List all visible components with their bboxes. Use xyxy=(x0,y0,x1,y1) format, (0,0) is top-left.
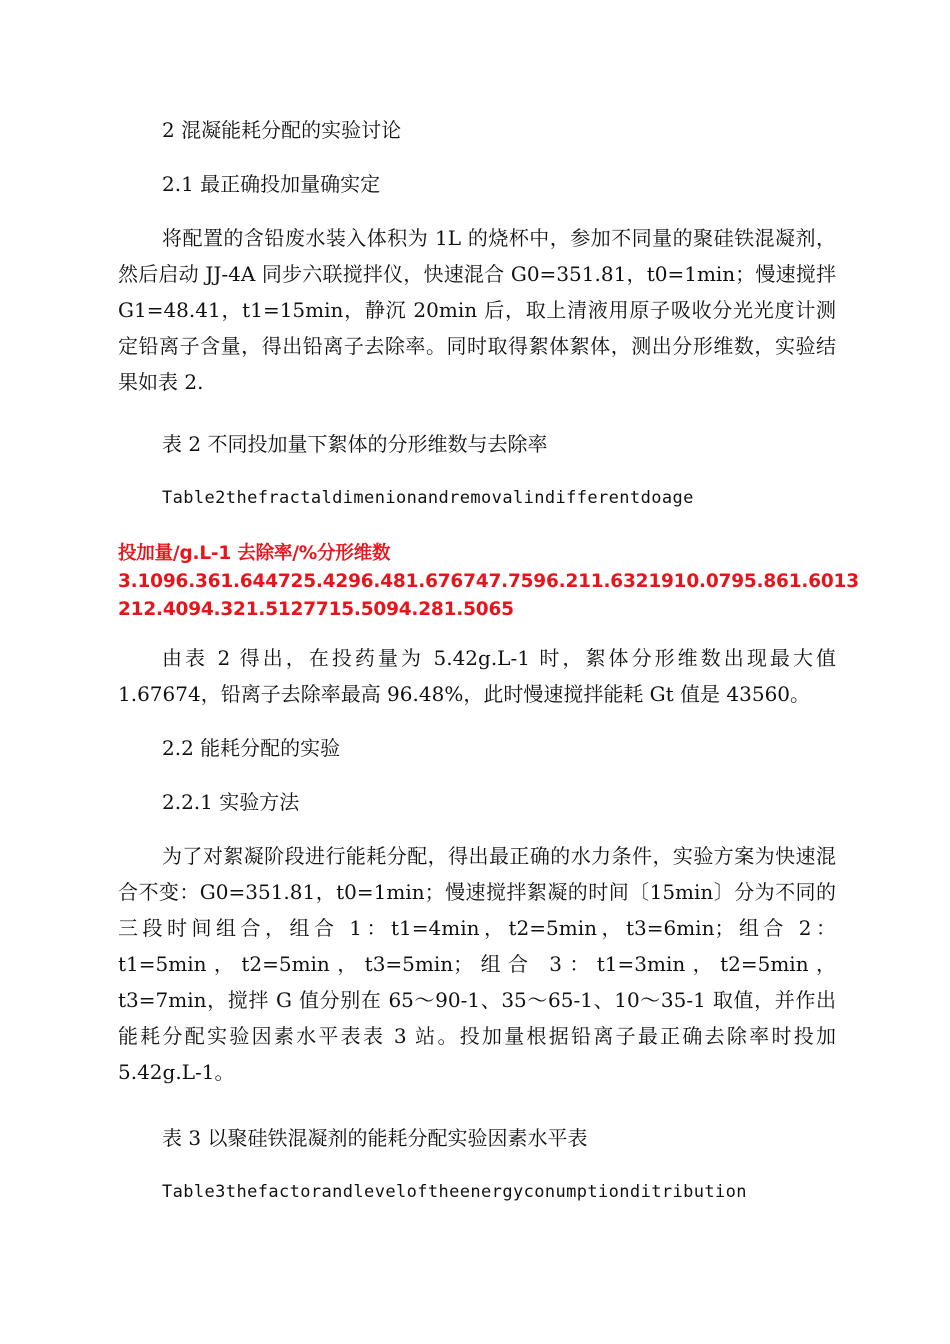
section-2-2-heading: 2.2 能耗分配的实验 xyxy=(162,736,341,760)
table-2-header: 投加量/g.L-1 去除率/%分形维数 xyxy=(118,543,391,564)
table-3-caption-en: Table3thefactorandleveloftheenergyconumptionditribution xyxy=(162,1182,747,1202)
section-2-2-1-heading: 2.2.1 实验方法 xyxy=(162,790,300,814)
section-2-heading: 2 混凝能耗分配的实验讨论 xyxy=(162,118,402,142)
section-2-1-heading: 2.1 最正确投加量确实定 xyxy=(162,172,381,196)
table-3-caption-cn: 表 3 以聚硅铁混凝剂的能耗分配实验因素水平表 xyxy=(162,1126,588,1150)
paragraph-table-2-result: 由表 2 得出，在投药量为 5.42g.L-1 时，絮体分形维数出现最大值 1.67674，铅离子去除率最高 96.48%，此时慢速搅拌能耗 Gt 值是 43560。 xyxy=(118,646,836,706)
table-2-row: 3.1096.361.644725.4296.481.676747.7596.211.6321910.0795.861.6013 xyxy=(118,571,859,592)
paragraph-energy-method: 为了对絮凝阶段进行能耗分配，得出最正确的水力条件，实验方案为快速混合不变：G0=351.81，t0=1min；慢速搅拌絮凝的时间〔15min〕分为不同的三段时间组合，组合 1：t1=4min，t2=5min，t3=6min；组合 2：t1=5min，t2=5min，t3=5min；组合 3：t1=3min，t2=5min，t3=7min，搅拌 G 值分别在 65～90-1、35～65-1、10～35-1 取值，并作出能耗分配实验因素水平表表 3 站。投加量根据铅离子最正确去除率时投加 5.42g.L-1。 xyxy=(118,844,836,1084)
table-2-row: 212.4094.321.5127715.5094.281.5065 xyxy=(118,599,514,620)
paragraph-dosage-method: 将配置的含铅废水装入体积为 1L 的烧杯中，参加不同量的聚硅铁混凝剂，然后启动 JJ-4A 同步六联搅拌仪，快速混合 G0=351.81，t0=1min；慢速搅拌 G1=48.41，t1=15min，静沉 20min 后，取上清液用原子吸收分光光度计测定铅离子含量，得出铅离子去除率。同时取得絮体絮体，测出分形维数，实验结果如表 2. xyxy=(118,226,836,394)
table-2-caption-cn: 表 2 不同投加量下絮体的分形维数与去除率 xyxy=(162,432,548,456)
table-2-caption-en: Table2thefractaldimenionandremovalindifferentdoage xyxy=(162,488,694,508)
